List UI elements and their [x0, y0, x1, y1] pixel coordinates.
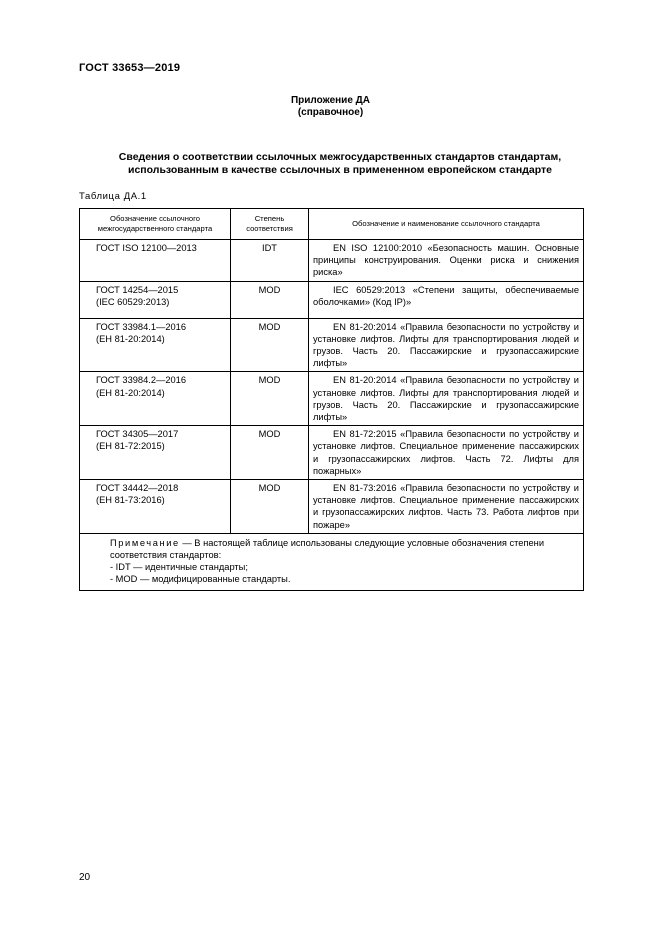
- degree-cell: MOD: [231, 426, 309, 480]
- table-label: Таблица ДА.1: [79, 191, 147, 202]
- standard-designation: ГОСТ 14254—2015: [96, 284, 179, 295]
- note-body: — В настоящей таблице использованы следующие условные обозначения степени соответствия стандартов:: [110, 537, 545, 560]
- standard-cell: [80, 480, 231, 534]
- appendix-subtitle: (справочное): [297, 107, 364, 118]
- standard-designation: ГОСТ 33984.1—2016: [96, 321, 186, 332]
- degree-cell: MOD: [231, 318, 309, 372]
- column-header-standard: Обозначение ссылочного межгосударственного стандарта: [80, 209, 231, 240]
- standard-cell: [80, 426, 231, 480]
- standard-source: (EH 81-72:2015): [96, 441, 165, 452]
- degree-cell: IDT: [231, 240, 309, 282]
- note-label: Примечание: [110, 537, 180, 548]
- note-text: [84, 537, 579, 561]
- table-note: [80, 533, 584, 590]
- reference-cell: EN ISO 12100:2010 «Безопасность машин. Основные принципы конструирования. Оценки риска и снижения риска»: [309, 240, 584, 282]
- standard-designation: ГОСТ 34442—2018: [96, 483, 179, 494]
- table-row: [80, 240, 584, 282]
- standard-designation: ГОСТ 33984.2—2016: [96, 375, 186, 386]
- column-header-degree: Степень соответствия: [231, 209, 309, 240]
- section-title-line-1: Сведения о соответствии ссылочных межгосударственных стандартов стандартам,: [118, 151, 562, 163]
- section-title: [100, 151, 580, 177]
- table-header-row: [80, 209, 584, 240]
- degree-cell: MOD: [231, 372, 309, 426]
- standard-cell: [80, 240, 231, 282]
- standard-source: (EH 81-73:2016): [96, 495, 165, 506]
- standard-cell: [80, 281, 231, 318]
- reference-cell: EN 81-20:2014 «Правила безопасности по устройству и установке лифтов. Лифты для транспортирования людей и грузов. Часть 20. Пассажирские и грузопассажирские лифты»: [309, 318, 584, 372]
- reference-cell: EN 81-73:2016 «Правила безопасности по устройству и установке лифтов. Специальное применение пассажирских и грузопассажирских лифтов. Часть 73. Работа лифтов при пожаре»: [309, 480, 584, 534]
- standard-source: (EH 81-20:2014): [96, 333, 165, 344]
- note-item-idt: - IDT — идентичные стандарты;: [110, 561, 248, 572]
- standard-source: (EH 81-20:2014): [96, 387, 165, 398]
- column-header-reference: Обозначение и наименование ссылочного стандарта: [309, 209, 584, 240]
- reference-cell: IEC 60529:2013 «Степени защиты, обеспечиваемые оболочками» (Код IP)»: [309, 281, 584, 318]
- reference-cell: EN 81-72:2015 «Правила безопасности по устройству и установке лифтов. Специальное применение пассажирских и грузопассажирских лифтов. Часть 72. Лифты для пожарных»: [309, 426, 584, 480]
- table-row: [80, 281, 584, 318]
- reference-cell: EN 81-20:2014 «Правила безопасности по устройству и установке лифтов. Лифты для транспортирования людей и грузов. Часть 20. Пассажирские и грузопассажирские лифты»: [309, 372, 584, 426]
- correspondence-table: [79, 208, 584, 591]
- degree-cell: MOD: [231, 480, 309, 534]
- table-row: [80, 426, 584, 480]
- document-code: ГОСТ 33653—2019: [79, 62, 181, 74]
- table-note-row: [80, 533, 584, 590]
- appendix-title: Приложение ДА: [290, 95, 371, 106]
- appendix-heading: [0, 95, 661, 119]
- table-row: [80, 372, 584, 426]
- standard-source: (IEC 60529:2013): [96, 296, 170, 307]
- standard-cell: [80, 318, 231, 372]
- page-number: 20: [79, 872, 91, 883]
- degree-cell: MOD: [231, 281, 309, 318]
- note-item-mod: - MOD — модифицированные стандарты.: [110, 573, 291, 584]
- table-row: [80, 318, 584, 372]
- table-row: [80, 480, 584, 534]
- standard-designation: ГОСТ ISO 12100—2013: [96, 243, 197, 253]
- standard-cell: [80, 372, 231, 426]
- standard-designation: ГОСТ 34305—2017: [96, 429, 179, 440]
- section-title-line-2: использованным в качестве ссылочных в примененном европейском стандарте: [128, 164, 552, 176]
